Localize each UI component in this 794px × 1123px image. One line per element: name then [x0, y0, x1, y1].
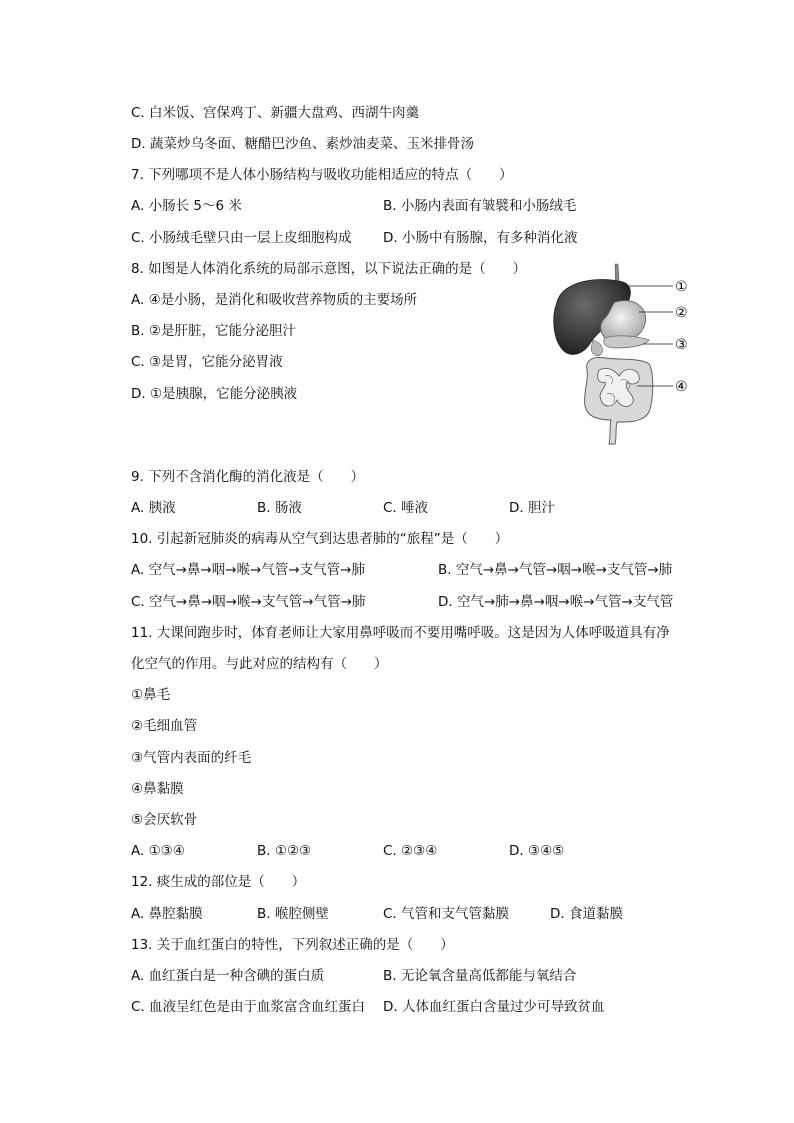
q11-stem: 11. 大课间跑步时，体育老师让大家用鼻呼吸而不要用嘴呼吸。这是因为人体呼吸道具有净	[131, 625, 670, 641]
q12-option-a: A. 鼻腔黏膜	[131, 906, 203, 922]
q12-option-d: D. 食道黏膜	[550, 906, 623, 922]
q8-option-d: D. ①是胰腺，它能分泌胰液	[131, 386, 298, 402]
q7-option-a: A. 小肠长 5～6 米	[131, 198, 242, 214]
q13-option-c: C. 血液呈红色是由于血浆富含血红蛋白	[131, 999, 366, 1015]
label-4: ④	[675, 379, 688, 395]
q6-option-c: C. 白米饭、宫保鸡丁、新疆大盘鸡、西湖牛肉羹	[131, 105, 420, 121]
q11-item-2: ②毛细血管	[131, 718, 198, 734]
q11-option-a: A. ①③④	[131, 843, 185, 859]
q11-item-1: ①鼻毛	[131, 687, 171, 703]
q11-option-d: D. ③④⑤	[509, 843, 565, 859]
label-1: ①	[675, 279, 688, 295]
q8-option-a: A. ④是小肠，是消化和吸收营养物质的主要场所	[131, 292, 418, 308]
q11-item-3: ③气管内表面的纤毛	[131, 750, 252, 766]
q10-stem: 10. 引起新冠肺炎的病毒从空气到达患者肺的“旅程”是（ ）	[131, 531, 509, 547]
q9-option-d: D. 胆汁	[509, 500, 555, 516]
q9-option-c: C. 唾液	[383, 500, 429, 516]
q13-option-d: D. 人体血红蛋白含量过少可导致贫血	[383, 999, 605, 1015]
q9-stem: 9. 下列不含消化酶的消化液是（ ）	[131, 469, 365, 485]
q7-option-d: D. 小肠中有肠腺，有多种消化液	[383, 230, 578, 246]
q6-option-d: D. 蔬菜炒乌冬面、糖醋巴沙鱼、素炒油麦菜、玉米排骨汤	[131, 136, 474, 152]
digestive-system-diagram	[545, 262, 705, 447]
q13-option-b: B. 无论氧含量高低都能与氧结合	[383, 968, 577, 984]
q12-option-c: C. 气管和支气管黏膜	[383, 906, 510, 922]
q10-option-b: B. 空气→鼻→气管→咽→喉→支气管→肺	[438, 562, 673, 578]
q9-option-a: A. 胰液	[131, 500, 176, 516]
q11-item-5: ⑤会厌软骨	[131, 812, 198, 828]
q8-option-c: C. ③是胃，它能分泌胃液	[131, 354, 283, 370]
q7-option-c: C. 小肠绒毛壁只由一层上皮细胞构成	[131, 230, 352, 246]
q11-option-b: B. ①②③	[257, 843, 312, 859]
label-3: ③	[675, 337, 688, 353]
q7-option-b: B. 小肠内表面有皱襞和小肠绒毛	[383, 198, 577, 214]
q13-stem: 13. 关于血红蛋白的特性，下列叙述正确的是（ ）	[131, 937, 454, 953]
label-2: ②	[675, 305, 688, 321]
q11-option-c: C. ②③④	[383, 843, 438, 859]
q10-option-a: A. 空气→鼻→咽→喉→气管→支气管→肺	[131, 562, 365, 578]
q10-option-c: C. 空气→鼻→咽→喉→支气管→气管→肺	[131, 594, 366, 610]
q12-option-b: B. 喉腔侧壁	[257, 906, 329, 922]
q9-option-b: B. 肠液	[257, 500, 302, 516]
q13-option-a: A. 血红蛋白是一种含碘的蛋白质	[131, 968, 325, 984]
q10-option-d: D. 空气→肺→鼻→咽→喉→气管→支气管	[438, 594, 674, 610]
q11-item-4: ④鼻黏膜	[131, 781, 184, 797]
q12-stem: 12. 痰生成的部位是（ ）	[131, 874, 306, 890]
q8-stem: 8. 如图是人体消化系统的局部示意图，以下说法正确的是（ ）	[131, 261, 527, 277]
q8-option-b: B. ②是肝脏，它能分泌胆汁	[131, 323, 296, 339]
q11-stem-cont: 化空气的作用。与此对应的结构有（ ）	[131, 656, 388, 672]
q7-stem: 7. 下列哪项不是人体小肠结构与吸收功能相适应的特点（ ）	[131, 167, 513, 183]
